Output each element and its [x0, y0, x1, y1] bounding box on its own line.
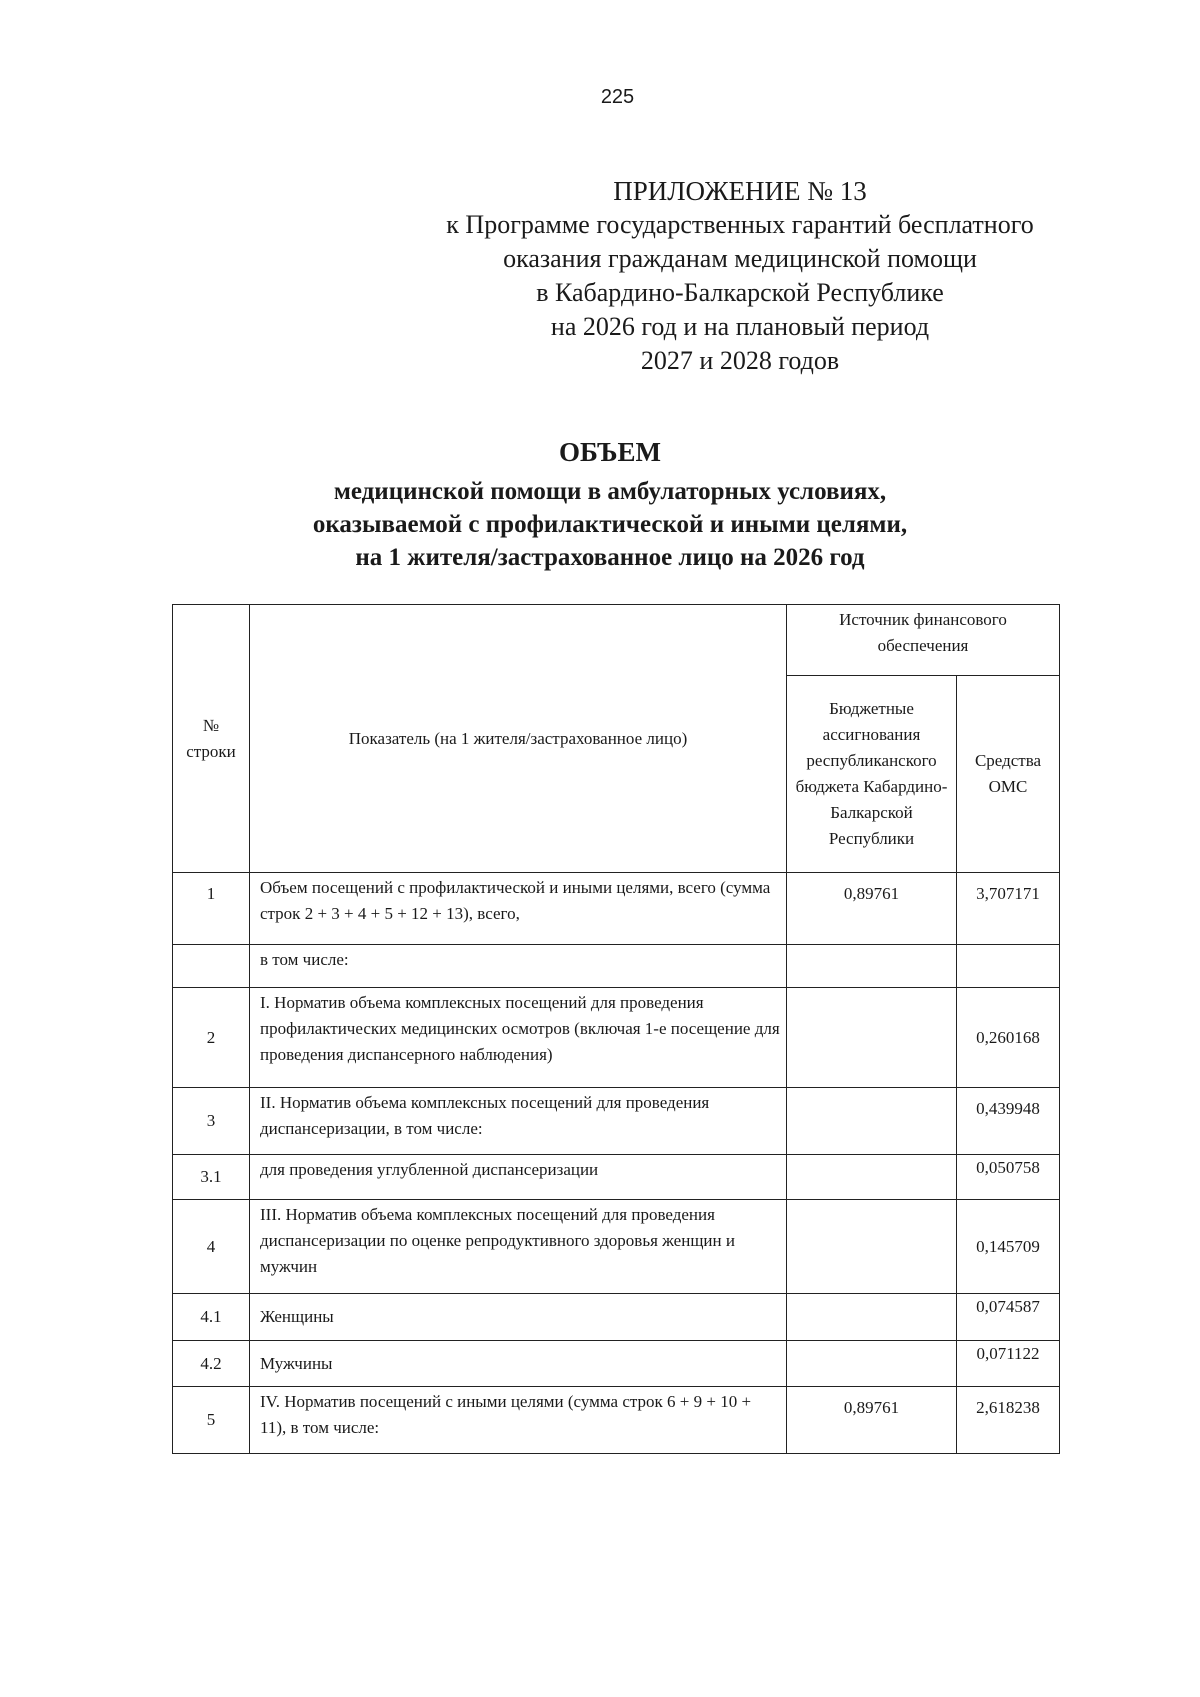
row-budget-value — [787, 1341, 957, 1387]
row-number: 4.2 — [173, 1341, 250, 1387]
table-row — [173, 873, 1060, 945]
row-oms-value: 0,074587 — [957, 1294, 1060, 1341]
row-oms-value: 0,145709 — [957, 1200, 1060, 1294]
table-row — [173, 1155, 1060, 1200]
row-number: 4.1 — [173, 1294, 250, 1341]
appendix-line: на 2026 год и на плановый период — [550, 312, 930, 341]
row-budget-value — [787, 988, 957, 1088]
header-oms: Средства ОМС — [957, 676, 1060, 873]
row-number: 4 — [173, 1200, 250, 1294]
row-indicator: для проведения углубленной диспансеризации — [250, 1155, 787, 1200]
row-number — [173, 945, 250, 988]
row-oms-value — [957, 945, 1060, 988]
row-oms-value: 0,260168 — [957, 988, 1060, 1088]
table-row — [173, 1387, 1060, 1454]
row-indicator: Женщины — [250, 1294, 787, 1341]
appendix-title: ПРИЛОЖЕНИЕ № 13 — [613, 176, 867, 206]
row-indicator: I. Норматив объема комплексных посещений для проведения профилактических медицинских осмотров (включая 1-е посещение для проведения диспансерного наблюдения) — [250, 988, 787, 1088]
row-indicator: в том числе: — [250, 945, 787, 988]
appendix-line: в Кабардино-Балкарской Республике — [536, 278, 944, 307]
row-budget-value — [787, 1155, 957, 1200]
appendix-line: 2027 и 2028 годов — [640, 346, 840, 375]
appendix-line: к Программе государственных гарантий бесплатного — [446, 210, 1034, 239]
row-budget-value: 0,89761 — [787, 873, 957, 945]
row-indicator: Мужчины — [250, 1341, 787, 1387]
table-row — [173, 1200, 1060, 1294]
row-oms-value: 2,618238 — [957, 1387, 1060, 1454]
row-number: 5 — [173, 1387, 250, 1454]
row-number: 3 — [173, 1088, 250, 1155]
row-oms-value: 0,071122 — [957, 1341, 1060, 1387]
table-row — [173, 1341, 1060, 1387]
document-title-line: на 1 жителя/застрахованное лицо на 2026 год — [355, 544, 865, 571]
document-title-line: медицинской помощи в амбулаторных условиях, — [333, 478, 887, 505]
appendix-header — [410, 174, 1070, 378]
header-budget: Бюджетные ассигнования республиканского бюджета Кабардино-Балкарской Республики — [787, 676, 957, 873]
volume-table — [172, 604, 1060, 1454]
table-header-row — [173, 605, 1060, 676]
table-row — [173, 1088, 1060, 1155]
document-title-line: оказываемой с профилактической и иными целями, — [312, 511, 908, 538]
document-title — [240, 436, 980, 574]
row-oms-value: 0,050758 — [957, 1155, 1060, 1200]
row-indicator: Объем посещений с профилактической и иными целями, всего (сумма строк 2 + 3 + 4 + 5 + 12 + 13), всего, — [250, 873, 787, 945]
row-indicator: IV. Норматив посещений с иными целями (сумма строк 6 + 9 + 10 + 11), в том числе: — [250, 1387, 787, 1454]
header-row-number: № строки — [173, 605, 250, 873]
row-oms-value: 3,707171 — [957, 873, 1060, 945]
table-row — [173, 945, 1060, 988]
row-number: 2 — [173, 988, 250, 1088]
row-indicator: II. Норматив объема комплексных посещений для проведения диспансеризации, в том числе: — [250, 1088, 787, 1155]
table-row — [173, 1294, 1060, 1341]
row-indicator: III. Норматив объема комплексных посещений для проведения диспансеризации по оценке репродуктивного здоровья женщин и мужчин — [250, 1200, 787, 1294]
header-indicator: Показатель (на 1 жителя/застрахованное лицо) — [250, 605, 787, 873]
page-number: 225 — [600, 86, 635, 108]
row-number: 3.1 — [173, 1155, 250, 1200]
row-budget-value — [787, 1200, 957, 1294]
row-oms-value: 0,439948 — [957, 1088, 1060, 1155]
row-budget-value — [787, 1294, 957, 1341]
header-source: Источник финансового обеспечения — [787, 605, 1060, 676]
row-budget-value: 0,89761 — [787, 1387, 957, 1454]
row-budget-value — [787, 945, 957, 988]
table-row — [173, 988, 1060, 1088]
document-title-main: ОБЪЕМ — [559, 437, 661, 467]
row-budget-value — [787, 1088, 957, 1155]
row-number: 1 — [173, 873, 250, 945]
appendix-line: оказания гражданам медицинской помощи — [503, 244, 977, 273]
